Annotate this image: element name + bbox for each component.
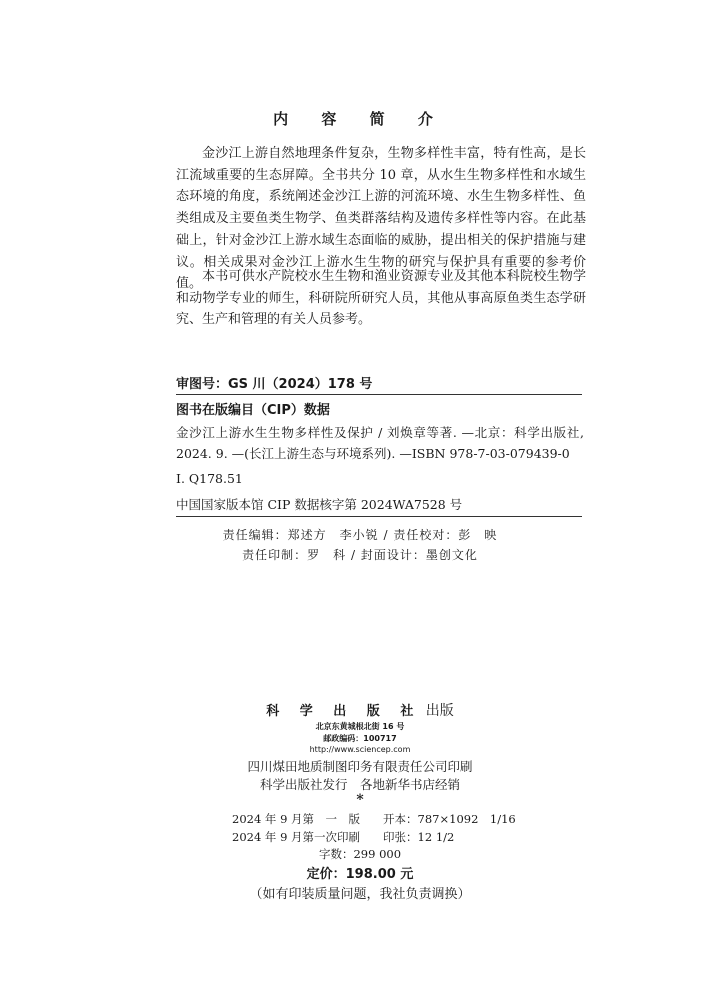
intro-paragraph-2 [176, 266, 586, 331]
quality-note: （如有印装质量问题，我社负责调换） [249, 887, 471, 902]
edition-line-1: 2024 年 9 月第 一 版 开本：787×1092 1/16 [232, 812, 516, 826]
publisher-suffix: 出版 [425, 703, 454, 719]
intro-text-2: 本书可供水产院校水生生物和渔业资源专业及其他本科院校生物学和动物学专业的师生，科研院所研究人员，其他从事高原鱼类生态学研究、生产和管理的有关人员参考。 [176, 269, 586, 328]
word-count: 字数：299 000 [318, 847, 402, 861]
section-title: 内 容 简 介 [273, 110, 447, 128]
printer-line: 四川煤田地质制图印务有限责任公司印刷 [247, 759, 473, 774]
staff-line-1: 责任编辑：郑述方 李小锐 / 责任校对：彭 映 [222, 528, 498, 542]
publisher-address: 北京东黄城根北街 16 号 [315, 722, 405, 731]
cip-number: 中国国家版本馆 CIP 数据核字第 2024WA7528 号 [176, 497, 463, 512]
cip-top-rule [176, 394, 582, 395]
publisher-line [0, 700, 720, 720]
map-review-number: 审图号：GS 川（2024）178 号 [176, 377, 373, 392]
cip-heading: 图书在版编目（CIP）数据 [176, 403, 330, 418]
publisher-url: http://www.sciencep.com [309, 745, 411, 754]
edition-line-2: 2024 年 9 月第一次印刷 印张：12 1/2 [232, 830, 455, 844]
publisher-name: 科 学 出 版 社 [266, 704, 422, 719]
cip-classification: Ⅰ. Q178.51 [176, 471, 243, 486]
price: 定价：198.00 元 [306, 867, 414, 882]
publisher-postcode: 邮政编码：100717 [323, 734, 397, 743]
cip-bottom-rule [176, 516, 582, 517]
cip-record: 金沙江上游水生生物多样性及保护 / 刘焕章等著. —北京：科学出版社, 2024. 9. —(长江上游生态与环境系列). —ISBN 978-7-03-079439-0 [176, 425, 584, 461]
separator-star: * [356, 792, 364, 808]
distribution-line: 科学出版社发行 各地新华书店经销 [259, 777, 460, 792]
intro-text-1: 金沙江上游自然地理条件复杂，生物多样性丰富，特有性高，是长江流域重要的生态屏障。全书共分 10 章，从水生生物多样性和水域生态环境的角度，系统阐述金沙江上游的河流环境、水生生物多样性、鱼类组成及主要鱼类生物学、鱼类群落结构及遗传多样性等内容。在此基础上，针对金沙江上游水域生态面临的威胁，提出相关的保护措施与建议。相关成果对金沙江上游水生生物的研究与保护具有重要的参考价值。 [176, 146, 586, 292]
staff-line-2: 责任印制：罗 科 / 封面设计：墨创文化 [242, 548, 478, 562]
